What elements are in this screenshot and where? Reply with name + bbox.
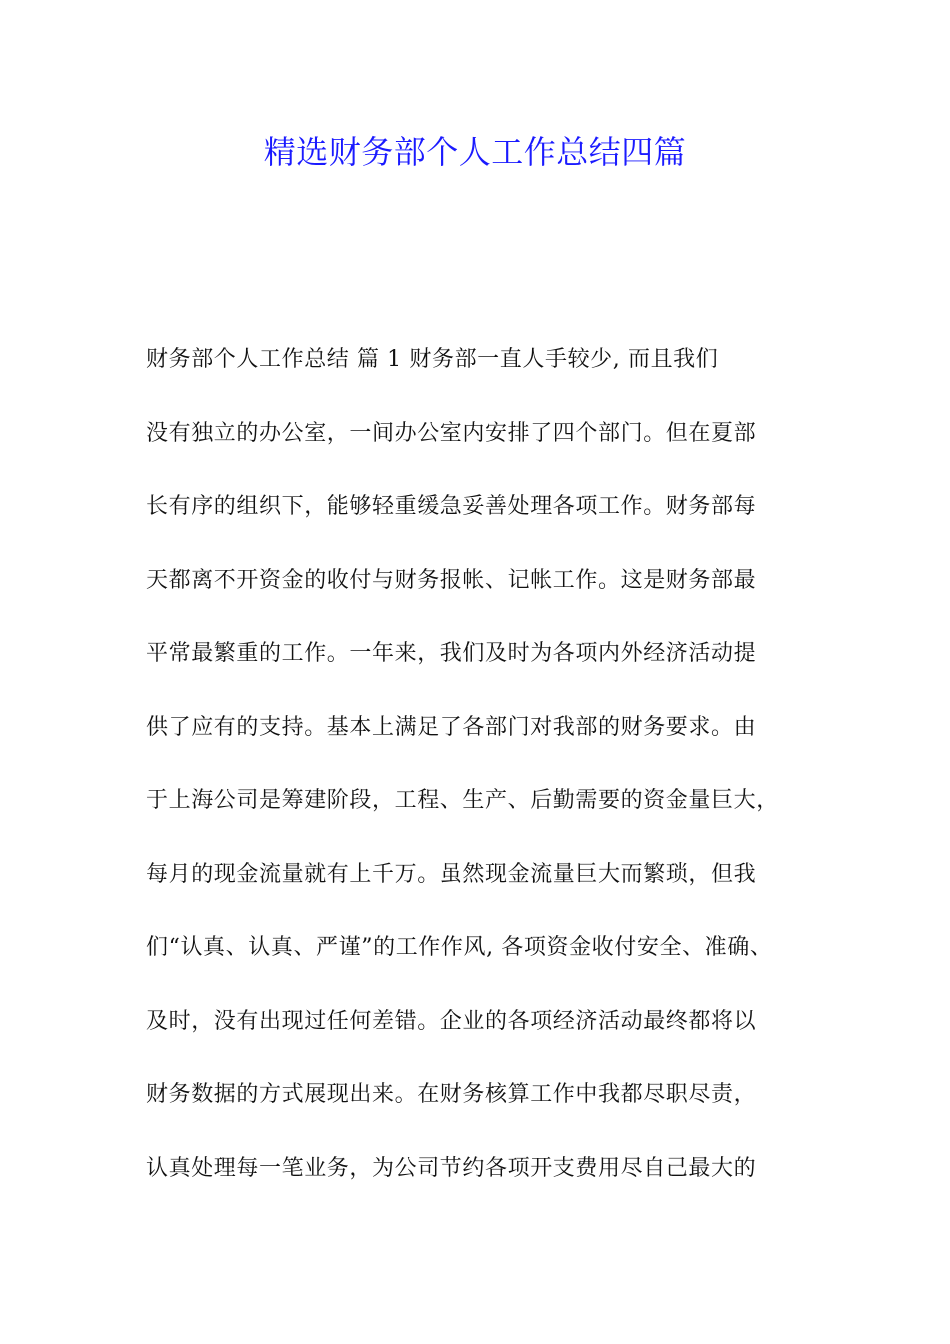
- text-line: 认真处理每一笔业务，为公司节约各项开支费用尽自己最大的: [146, 1155, 757, 1181]
- text-line: 平常最繁重的工作。一年来，我们及时为各项内外经济活动提: [146, 641, 757, 666]
- text-line: 财务数据的方式展现出来。在财务核算工作中我都尽职尽责，: [146, 1082, 757, 1107]
- body-text: [146, 340, 826, 1222]
- text-line: 天都离不开资金的收付与财务报帐、记帐工作。这是财务部最: [146, 567, 757, 593]
- text-line: 长有序的组织下，能够轻重缓急妥善处理各项工作。财务部每: [146, 494, 757, 519]
- text-line: 没有独立的办公室，一间办公室内安排了四个部门。但在夏部: [146, 420, 757, 446]
- text-line: 每月的现金流量就有上千万。虽然现金流量巨大而繁琐，但我: [146, 861, 757, 887]
- text-line: 们“认真、认真、严谨”的工作作风, 各项资金收付安全、准确、: [146, 935, 773, 960]
- text-line: 及时，没有出现过任何差错。企业的各项经济活动最终都将以: [146, 1008, 757, 1034]
- text-line: 财务部个人工作总结 篇 1 财务部一直人手较少, 而且我们: [146, 347, 719, 372]
- text-line: 供了应有的支持。基本上满足了各部门对我部的财务要求。由: [146, 714, 757, 740]
- document-title: 精选财务部个人工作总结四篇: [263, 133, 687, 171]
- text-line: 于上海公司是筹建阶段，工程、生产、后勤需要的资金量巨大，: [146, 788, 779, 813]
